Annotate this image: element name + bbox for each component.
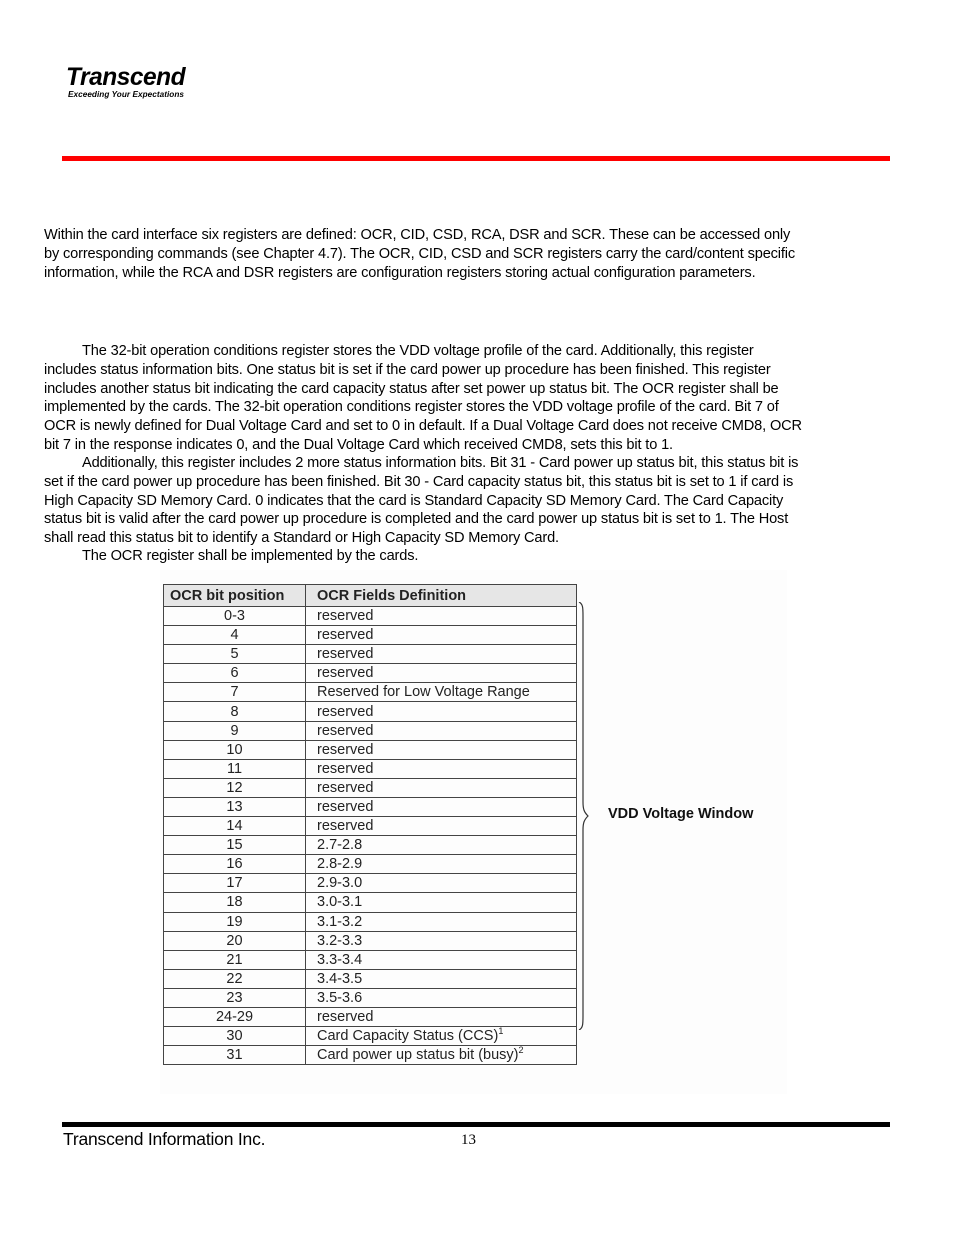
text-line: OCR is newly defined for Dual Voltage Card and set to 0 in default. If a Dual Voltage Card does not receive CMD8, OCR [44,418,802,435]
text-line: Within the card interface six registers are defined: OCR, CID, CSD, RCA, DSR and SCR. These can be accessed only [44,227,791,243]
field-definition-text: 3.4-3.5 [317,970,363,987]
field-definition-cell [306,626,577,645]
footer-black-rule [62,1122,890,1127]
field-definition-cell [306,664,577,683]
text-line: Additionally, this register includes 2 more status information bits. Bit 31 - Card power up status bit, this status bit is [82,455,799,471]
bit-position-cell: 14 [164,817,306,836]
bit-position-cell: 20 [164,931,306,950]
bit-position-cell: 17 [164,874,306,893]
field-definition-cell [306,1046,577,1065]
text-line: includes status information bits. One status bit is set if the card power up procedure has been finished. This register [44,361,771,378]
bit-position-cell: 6 [164,664,306,683]
field-definition-text: reserved [317,665,374,682]
field-definition-cell [306,988,577,1007]
table-header-row [164,585,577,607]
transcend-logo [66,64,206,100]
header-red-rule [62,156,890,161]
ocr-description-paragraph-1 [44,342,904,455]
field-definition-text: 3.1-3.2 [317,913,363,930]
table-row [164,988,577,1007]
field-definition-cell [306,836,577,855]
bit-position-cell: 18 [164,893,306,912]
column-header-bit-position: OCR bit position [164,585,306,607]
field-definition-cell [306,683,577,702]
table-row [164,778,577,797]
field-definition-cell [306,702,577,721]
table-row [164,817,577,836]
field-definition-cell [306,740,577,759]
field-definition-cell [306,721,577,740]
table-row [164,931,577,950]
table-row [164,645,577,664]
field-definition-text: reserved [317,627,374,644]
text-line: The 32-bit operation conditions register stores the VDD voltage profile of the card. Additionally, this register [82,343,754,359]
table-row [164,1027,577,1046]
table-row [164,874,577,893]
bit-position-cell: 0-3 [164,607,306,626]
text-line: by corresponding commands (see Chapter 4.7). The OCR, CID, CSD and SCR registers carry the card/content specific [44,245,796,262]
field-definition-text: reserved [317,646,374,663]
table-row [164,607,577,626]
logo-wordmark: Transcend [66,63,186,91]
bit-position-cell: 12 [164,778,306,797]
field-definition-text: Card power up status bit (busy) [317,1047,519,1064]
table-row [164,950,577,969]
ocr-description-paragraph-3 [44,547,904,566]
ocr-description-paragraph-2 [44,454,904,548]
table-row [164,664,577,683]
text-line: bit 7 in the response indicates 0, and the Dual Voltage Card which received CMD8, sets this bit to 1. [44,436,673,453]
table-row [164,683,577,702]
table-row [164,893,577,912]
bit-position-cell: 13 [164,797,306,816]
field-definition-cell [306,931,577,950]
field-definition-text: reserved [317,760,374,777]
footnote-marker: 1 [498,1026,504,1037]
text-line: The OCR register shall be implemented by the cards. [82,548,419,564]
field-definition-text: reserved [317,741,374,758]
bit-position-cell: 5 [164,645,306,664]
field-definition-cell [306,1007,577,1026]
table-row [164,759,577,778]
table-row [164,836,577,855]
table-row [164,626,577,645]
field-definition-text: reserved [317,798,374,815]
text-line: information, while the RCA and DSR registers are configuration registers storing actual configuration parameters. [44,264,756,281]
column-header-fields-definition: OCR Fields Definition [306,585,577,607]
bit-position-cell: 31 [164,1046,306,1065]
text-line: set if the card power up procedure has been finished. Bit 30 - Card capacity status bit, this status bit is set to 1 if card is [44,473,794,490]
text-line: High Capacity SD Memory Card. 0 indicates that the card is Standard Capacity SD Memory Card. The Card Capacity [44,492,784,509]
field-definition-text: 3.3-3.4 [317,951,363,968]
bit-position-cell: 19 [164,912,306,931]
field-definition-text: reserved [317,722,374,739]
field-definition-text: 2.9-3.0 [317,875,363,892]
table-row [164,1046,577,1065]
field-definition-text: 2.7-2.8 [317,837,363,854]
logo-tagline: Exceeding Your Expectations [68,90,185,99]
text-line: includes another status bit indicating the card capacity status after set power up status bit. The OCR register shall be [44,380,779,397]
curly-brace-icon [578,602,592,1030]
footnote-marker: 2 [518,1045,524,1056]
field-definition-text: Reserved for Low Voltage Range [317,684,530,701]
field-definition-cell [306,969,577,988]
field-definition-text: 3.5-3.6 [317,989,363,1006]
bit-position-cell: 4 [164,626,306,645]
bit-position-cell: 11 [164,759,306,778]
field-definition-cell [306,893,577,912]
bit-position-cell: 22 [164,969,306,988]
table-row [164,1007,577,1026]
field-definition-cell [306,797,577,816]
intro-paragraph [44,226,904,282]
vdd-voltage-window-label: VDD Voltage Window [608,806,754,822]
table-row [164,969,577,988]
text-line: implemented by the cards. The 32-bit operation conditions register stores the VDD voltage profile of the card. Bit 7 of [44,399,779,416]
text-line: shall read this status bit to identify a Standard or High Capacity SD Memory Card. [44,530,559,547]
field-definition-text: reserved [317,1009,374,1026]
page-number: 13 [461,1132,476,1148]
field-definition-cell [306,607,577,626]
field-definition-cell [306,778,577,797]
field-definition-cell [306,645,577,664]
field-definition-text: Card Capacity Status (CCS) [317,1028,499,1045]
field-definition-cell [306,759,577,778]
field-definition-text: reserved [317,608,374,625]
table-row [164,721,577,740]
text-line: status bit is valid after the card power up procedure is completed and the card power up status bit is set to 1. The Host [44,511,789,528]
bit-position-cell: 23 [164,988,306,1007]
bit-position-cell: 24-29 [164,1007,306,1026]
bit-position-cell: 16 [164,855,306,874]
field-definition-text: 3.2-3.3 [317,932,363,949]
bit-position-cell: 7 [164,683,306,702]
field-definition-cell [306,817,577,836]
field-definition-text: reserved [317,703,374,720]
footer-company-name: Transcend Information Inc. [63,1129,266,1149]
bit-position-cell: 30 [164,1027,306,1046]
bit-position-cell: 8 [164,702,306,721]
table-row [164,912,577,931]
field-definition-cell [306,1027,577,1046]
bit-position-cell: 15 [164,836,306,855]
bit-position-cell: 9 [164,721,306,740]
bit-position-cell: 10 [164,740,306,759]
field-definition-text: 2.8-2.9 [317,856,363,873]
field-definition-text: 3.0-3.1 [317,894,363,911]
field-definition-cell [306,855,577,874]
field-definition-text: reserved [317,779,374,796]
field-definition-cell [306,874,577,893]
table-row [164,855,577,874]
field-definition-cell [306,912,577,931]
field-definition-text: reserved [317,818,374,835]
bit-position-cell: 21 [164,950,306,969]
table-row [164,797,577,816]
ocr-fields-table [163,584,577,1065]
table-row [164,702,577,721]
ocr-register-figure [160,570,787,1094]
field-definition-cell [306,950,577,969]
table-row [164,740,577,759]
